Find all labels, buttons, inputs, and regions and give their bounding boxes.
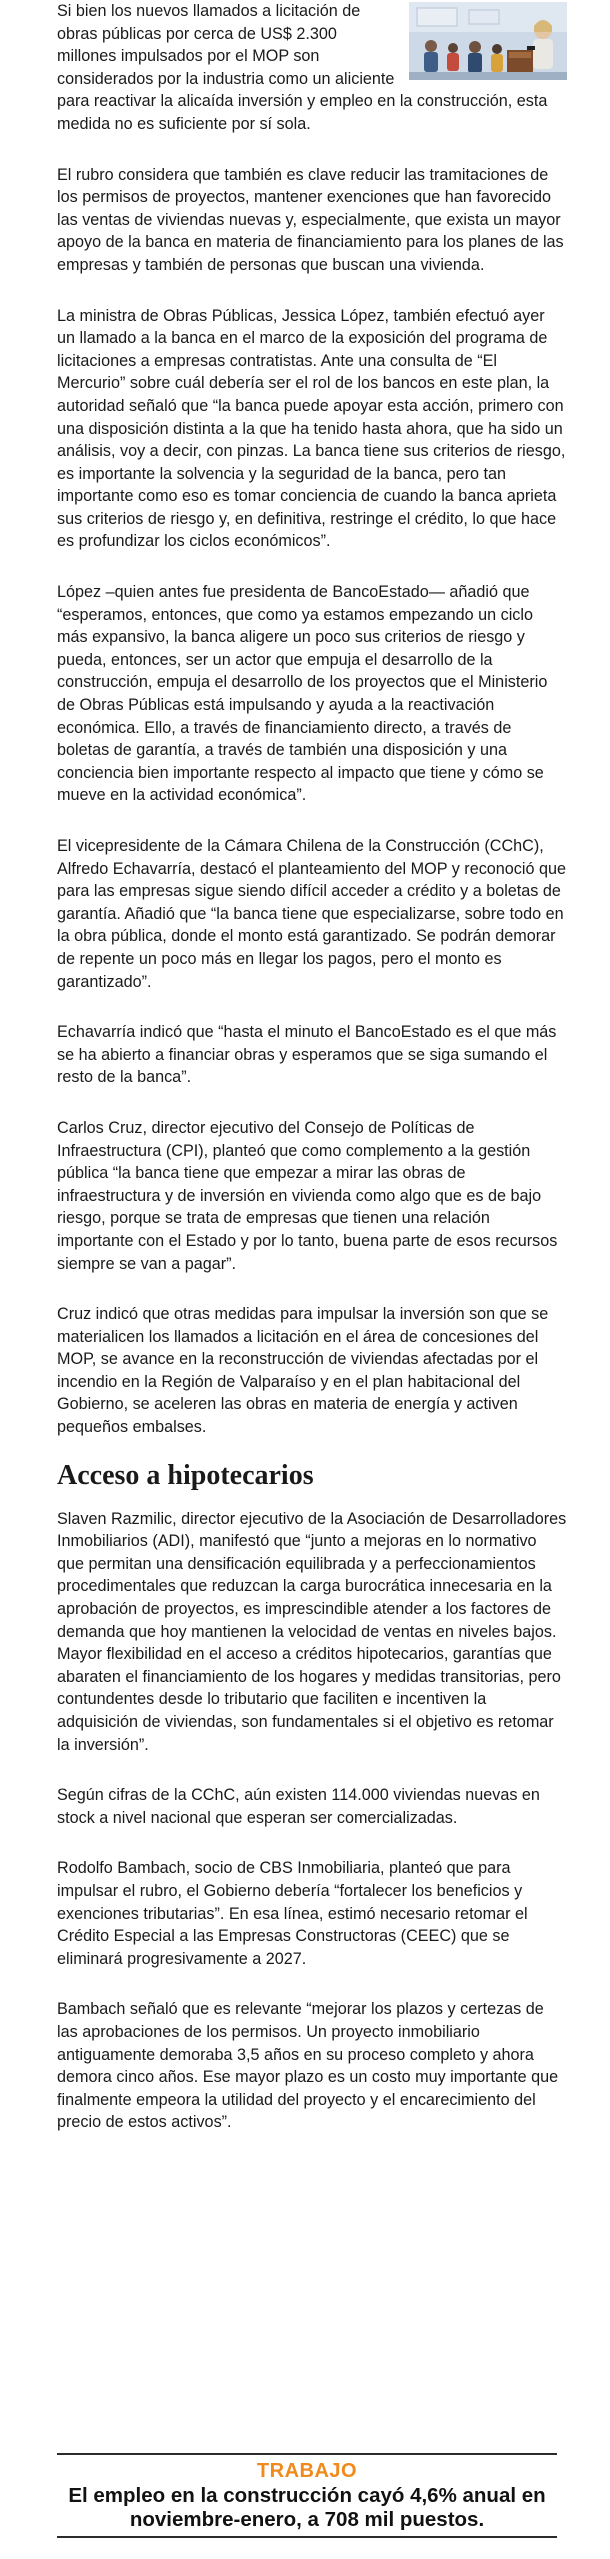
paragraph: El vicepresidente de la Cámara Chilena de la Construcción (CChC), Alfredo Echavarría, destacó el planteamiento del MOP y reconoció que para las empresas sigue siendo difícil acceder a crédito y a boletas de garantía. Añadió que “la banca tiene que especializarse, sobre todo en la obra pública, donde el monto está garantizado. Se podrán demorar de repente un poco más en llegar los pagos, pero el monto es garantizado”. (57, 837, 566, 991)
paragraph: Cruz indicó que otras medidas para impulsar la inversión son que se materialicen los llamados a licitación en el área de concesiones del MOP, se avance en la reconstrucción de viviendas afectadas por el incendio en la Región de Valparaíso y en el plan habitacional del Gobierno, se aceleren las obras en materia de energía y activen pequeños embalses. (57, 1305, 549, 1437)
paragraph: Slaven Razmilic, director ejecutivo de la Asociación de Desarrolladores Inmobiliarios (ADI), manifestó que “junto a mejoras en lo normativo que permitan una densificación equilibrada y a perfeccionamientos procedimentales que reduzcan la carga burocrática innecesaria en la aprobación de proyectos, es imprescindible atender a los factores de demanda que hoy mantienen la velocidad de ventas en niveles bajos. Mayor flexibilidad en el acceso a créditos hipotecarios, garantías que abaraten el financiamiento de los hogares y medidas transitorias, pero contundentes desde lo tributario que faciliten e incentiven la adquisición de viviendas, son fundamentales si el objetivo es retomar la inversión”. (57, 1509, 567, 1754)
paragraph: Según cifras de la CChC, aún existen 114.000 viviendas nuevas en stock a nivel nacional que esperan ser comercializadas. (57, 1786, 540, 1827)
paragraph: Carlos Cruz, director ejecutivo del Consejo de Políticas de Infraestructura (CPI), planteó que como complemento a la gestión pública “la banca tiene que empezar a mirar las obras de infraestructura y de inversión en vivienda como algo que es de bajo riesgo, porque se trata de empresas que tienen una relación importante con el Estado y por lo tanto, buena parte de esos recursos siempre se van a pagar”. (57, 1118, 558, 1273)
paragraph: Rodolfo Bambach, socio de CBS Inmobiliaria, planteó que para impulsar el rubro, el Gobierno debería “fortalecer los beneficios y exenciones tributarias”. En esa línea, estimó necesario retomar el Crédito Especial a las Empresas Constructoras (CEEC) que se eliminará progresivamente a 2027. (57, 1859, 528, 1968)
callout-box (57, 2453, 557, 2538)
paragraph: El rubro considera que también es clave reducir las tramitaciones de los permisos de proyectos, mantener exenciones que han favorecido las ventas de viviendas nuevas y, especialmente, que exista un mayor apoyo de la banca en materia de financiamiento para los planes de las empresas y también de personas que buscan una vivienda. (57, 165, 564, 274)
paragraph: Si bien los nuevos llamados a licitación de obras públicas por cerca de US$ 2.300 millones impulsados por el MOP son considerados por la industria como un aliciente para reactivar la alicaída inversión y empleo en la construcción, esta medida no es suficiente por sí sola. (57, 2, 548, 133)
article-photo (409, 2, 567, 80)
paragraph: Bambach señaló que es relevante “mejorar los plazos y certezas de las aprobaciones de los permisos. Un proyecto inmobiliario antiguamente demoraba 3,5 años en su proceso completo y ahora demora cinco años. Ese mayor plazo es un costo muy importante que finalmente empeora la utilidad del proyecto y el encarecimiento del precio de estos activos”. (57, 2000, 559, 2132)
paragraph: López –quien antes fue presidenta de BancoEstado— añadió que “esperamos, entonces, que como ya estamos empezando un ciclo más expansivo, la banca aligere un poco sus criterios de riesgo y pueda, entonces, ser un actor que empuja el desarrollo de la construcción, empuja el desarrollo de los proyectos que el Ministerio de Obras Públicas está impulsando y ayuda a la reactivación económica. Ello, a través de financiamiento directo, a través de boletas de garantía, a través de también una disposición y una conciencia bien importante respecto al impacto que tiene y cómo se mueve en la actividad económica”. (57, 583, 548, 805)
paragraph: La ministra de Obras Públicas, Jessica López, también efectuó ayer un llamado a la banca en el marco de la exposición del programa de licitaciones a empresas contratistas. Ante una consulta de “El Mercurio” sobre cuál debería ser el rol de los bancos en este plan, la autoridad señaló que “la banca puede apoyar esta acción, primero con una disposición distinta a la que ha tenido hasta ahora, que ha sido un análisis, voy a decir, con pinzas. La banca tiene sus criterios de riesgo, es importante la solvencia y la seguridad de la banca, pero tan importante como eso es tomar conciencia de cuando la banca aprieta sus criterios de riesgo y, en definitiva, restringe el crédito, lo que hace es profundizar los ciclos económicos”. (57, 306, 566, 551)
section-heading: Acceso a hipotecarios (57, 1459, 314, 1491)
press-conference-photo-icon (409, 2, 567, 80)
callout-label: TRABAJO (256, 2460, 358, 2482)
paragraph: Echavarría indicó que “hasta el minuto el BancoEstado es el que más se ha abierto a financiar obras y esperamos que se siga sumando el resto de la banca”. (57, 1023, 557, 1087)
article (57, 0, 567, 2162)
callout-text: El empleo en la construcción cayó 4,6% anual en noviembre-enero, a 708 mil puestos. (68, 2484, 546, 2531)
